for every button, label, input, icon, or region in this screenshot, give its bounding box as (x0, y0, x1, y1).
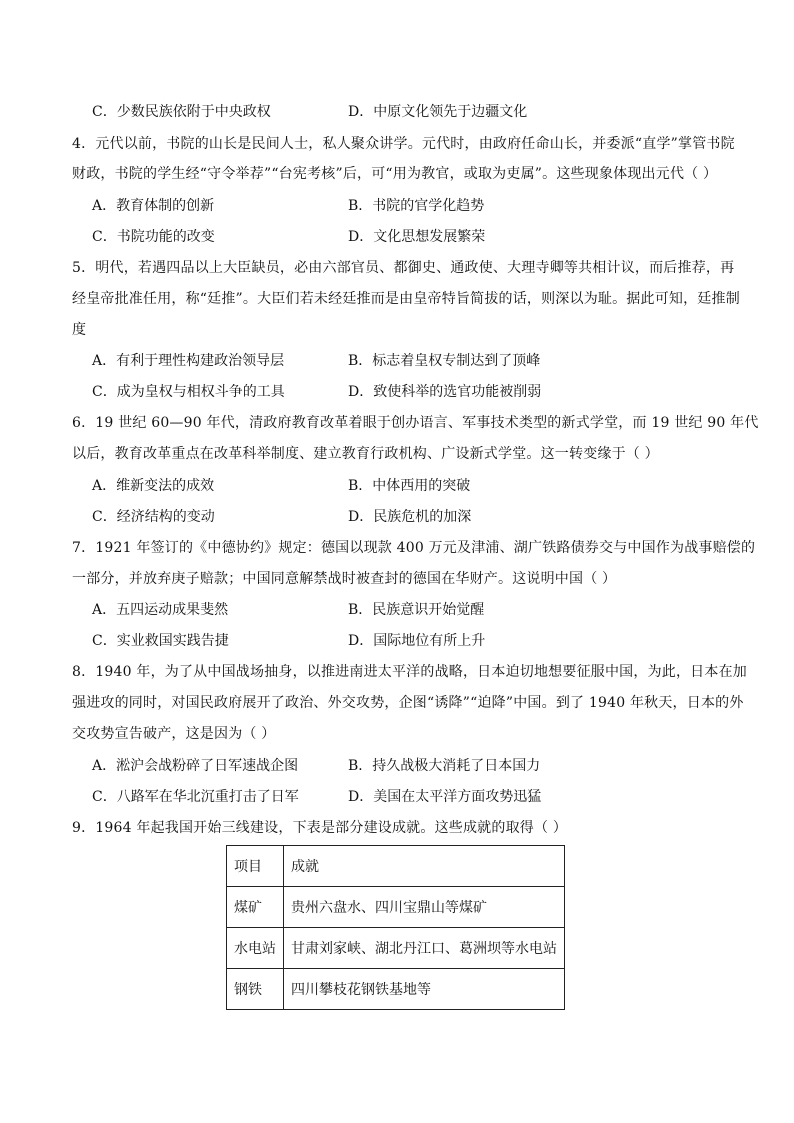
table-row (227, 887, 565, 928)
q7-stem-line-2: 一部分，并放弃庚子赔款；中国同意解禁战时被查封的德国在华财产。这说明中国（ ） (72, 571, 617, 587)
q8-stem-line-2: 强进攻的同时，对国民政府展开了政治、外交攻势，企图“诱降”“迫降”中国。到了 1940 年秋天，日本的外 (72, 695, 744, 711)
table-row (227, 928, 565, 969)
construction-achievements-table (226, 845, 565, 1010)
table-header-cell: 成就 (284, 846, 565, 887)
q4-option-c: C．书院功能的改变 (92, 229, 215, 245)
q8-stem-line-1: 8．1940 年，为了从中国战场抽身，以推进南进太平洋的战略，日本迫切地想要征服中国，为此，日本在加 (72, 664, 747, 680)
table-header-cell: 项目 (227, 846, 284, 887)
q5-stem-line-2: 经皇帝批准任用，称“廷推”。大臣们若未经廷推而是由皇帝特旨简拔的话，则深以为耻。据此可知，廷推制 (72, 291, 740, 307)
q7-option-b: B．民族意识开始觉醒 (348, 602, 485, 618)
q6-option-c: C．经济结构的变动 (92, 509, 215, 525)
q6-stem-line-2: 以后，教育改革重点在改革科举制度、建立教育行政机构、广设新式学堂。这一转变缘于（ ） (72, 446, 659, 462)
q7-option-d: D．国际地位有所上升 (348, 633, 486, 649)
table-cell: 甘肃刘家峡、湖北丹江口、葛洲坝等水电站 (284, 928, 565, 969)
q5-option-b: B．标志着皇权专制达到了顶峰 (348, 353, 541, 369)
q7-option-c: C．实业救国实践告捷 (92, 633, 229, 649)
q8-option-b: B．持久战极大消耗了日本国力 (348, 758, 541, 774)
table-header-row (227, 846, 565, 887)
table-cell: 四川攀枝花钢铁基地等 (284, 969, 565, 1010)
q6-stem-line-1: 6．19 世纪 60—90 年代，清政府教育改革着眼于创办语言、军事技术类型的新式学堂，而 19 世纪 90 年代 (72, 415, 759, 431)
q6-option-b: B．中体西用的突破 (348, 478, 471, 494)
q8-option-a: A．淞沪会战粉碎了日军速战企图 (92, 758, 299, 774)
table-cell: 贵州六盘水、四川宝鼎山等煤矿 (284, 887, 565, 928)
q4-option-b: B．书院的官学化趋势 (348, 198, 485, 214)
table-cell: 水电站 (227, 928, 284, 969)
q6-option-d: D．民族危机的加深 (348, 509, 472, 525)
q4-option-d: D．文化思想发展繁荣 (348, 229, 486, 245)
table-row (227, 969, 565, 1010)
q6-option-a: A．维新变法的成效 (92, 478, 215, 494)
q5-option-a: A．有利于理性构建政治领导层 (92, 353, 285, 369)
q4-stem-line-1: 4．元代以前，书院的山长是民间人士，私人聚众讲学。元代时，由政府任命山长，并委派“直学”掌管书院 (72, 136, 735, 152)
q3-option-d: D．中原文化领先于边疆文化 (348, 104, 528, 120)
q3-option-c: C．少数民族依附于中央政权 (92, 104, 271, 120)
q8-stem-line-3: 交攻势宣告破产，这是因为（ ） (72, 726, 276, 742)
q4-option-a: A．教育体制的创新 (92, 198, 215, 214)
q8-option-d: D．美国在太平洋方面攻势迅猛 (348, 789, 542, 805)
q7-option-a: A．五四运动成果斐然 (92, 602, 229, 618)
q5-stem-line-3: 度 (72, 322, 87, 338)
table-cell: 煤矿 (227, 887, 284, 928)
q5-stem-line-1: 5．明代，若遇四品以上大臣缺员，必由六部官员、都御史、通政使、大理寺卿等共相计议，而后推荐，再 (72, 260, 735, 276)
q9-stem-line-1: 9．1964 年起我国开始三线建设，下表是部分建设成就。这些成就的取得（ ） (72, 820, 568, 836)
q5-option-c: C．成为皇权与相权斗争的工具 (92, 384, 285, 400)
q4-stem-line-2: 财政，书院的学生经“守令举荐”“台宪考核”后，可“用为教官，或取为吏属”。这些现象体现出元代（ ） (72, 166, 718, 182)
q5-option-d: D．致使科举的选官功能被削弱 (348, 384, 542, 400)
q7-stem-line-1: 7．1921 年签订的《中德协约》规定：德国以现款 400 万元及津浦、湖广铁路债券交与中国作为战事赔偿的 (72, 540, 756, 556)
table-cell: 钢铁 (227, 969, 284, 1010)
q8-option-c: C．八路军在华北沉重打击了日军 (92, 789, 299, 805)
